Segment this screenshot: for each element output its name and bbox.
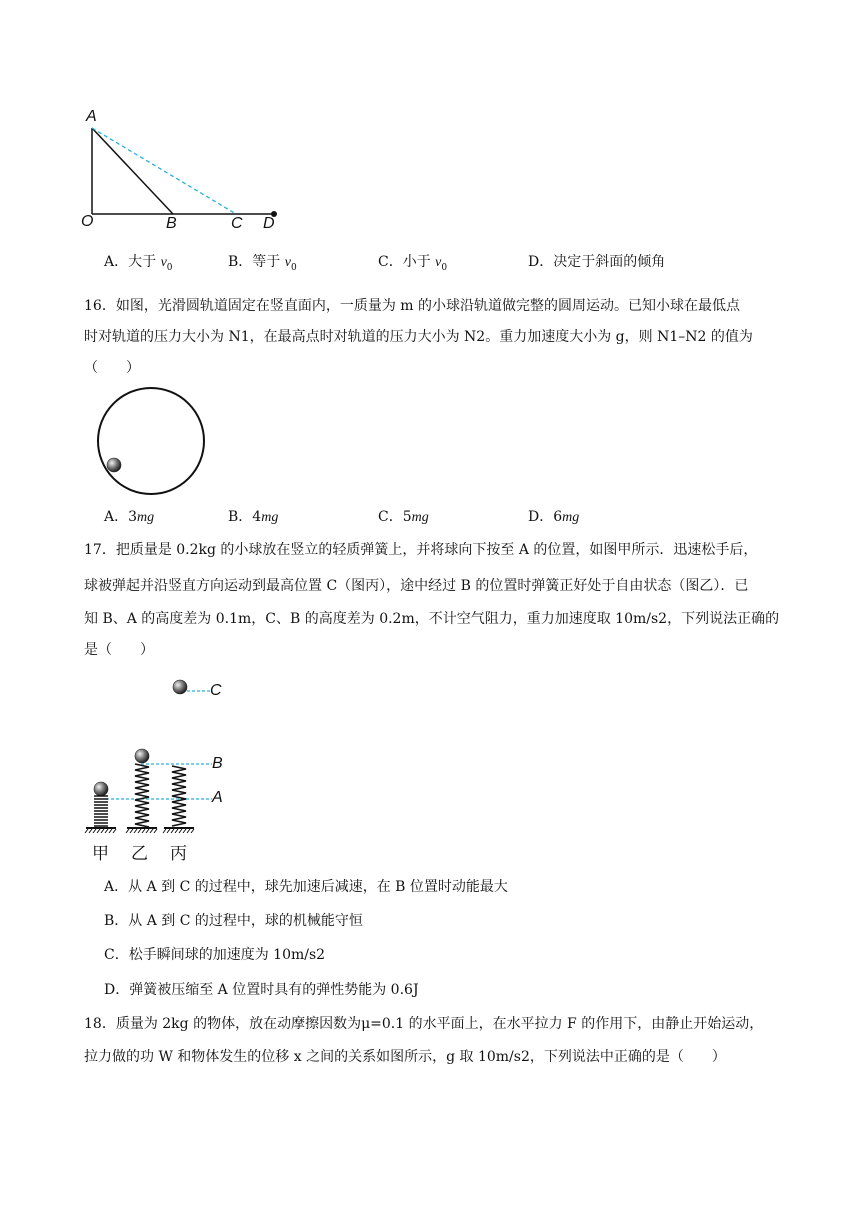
q18-line-1: 18．质量为 2kg 的物体，放在动摩擦因数为μ=0.1 的水平面上，在水平拉力 F 的作用下，由静止开始运动， bbox=[84, 1016, 764, 1032]
q17-option-a: A．从 A 到 C 的过程中，球先加速后减速，在 B 位置时动能最大 bbox=[104, 879, 508, 895]
q17-line-2: 球被弹起并沿竖直方向运动到最高位置 C（图丙），途中经过 B 的位置时弹簧正好处于自由状态（图乙）．已 bbox=[84, 578, 749, 594]
label-A: A bbox=[86, 108, 97, 125]
fig17-label-B: B bbox=[212, 755, 223, 772]
q15-option-c: C．小于 $v_0$ bbox=[378, 254, 448, 273]
q15-option-d: D．决定于斜面的倾角 bbox=[528, 254, 666, 270]
fig17-label-yi: 乙 bbox=[131, 844, 148, 864]
fig17-label-C: C bbox=[210, 682, 222, 699]
label-B: B bbox=[166, 215, 177, 232]
fig17-label-jia: 甲 bbox=[92, 844, 109, 864]
label-D: D bbox=[263, 215, 275, 232]
ball-at-C bbox=[173, 680, 187, 694]
label-O: O bbox=[81, 213, 94, 230]
q17-line-1: 17．把质量是 0.2kg 的小球放在竖立的轻质弹簧上，并将球向下按至 A 的位置，如图甲所示．迅速松手后， bbox=[84, 542, 758, 558]
circular-track bbox=[98, 388, 204, 494]
q16-line-1: 16．如图，光滑圆轨道固定在竖直面内，一质量为 m 的小球沿轨道做完整的圆周运动。已知小球在最低点 bbox=[84, 298, 740, 314]
spring-jia bbox=[85, 782, 116, 833]
q16-option-b: B．4mg bbox=[228, 509, 279, 525]
q15-option-a: A．大于 $v_0$ bbox=[104, 254, 173, 273]
q16-option-a: A．3mg bbox=[104, 509, 155, 525]
q16-line-2: 时对轨道的压力大小为 N1，在最高点时对轨道的压力大小为 N2。重力加速度大小为 g，则 N1–N2 的值为 bbox=[84, 329, 753, 345]
circular-track-figure bbox=[92, 384, 212, 500]
incline-AB bbox=[92, 128, 173, 214]
ball-jia bbox=[94, 782, 108, 796]
q17-line-3: 知 B、A 的高度差为 0.1m，C、B 的高度差为 0.2m，不计空气阻力，重力加速度取 10m/s2，下列说法正确的 bbox=[84, 611, 780, 627]
ball bbox=[107, 458, 121, 472]
fig17-label-bing: 丙 bbox=[170, 844, 187, 864]
q17-option-d: D．弹簧被压缩至 A 位置时具有的弹性势能为 0.6J bbox=[104, 982, 419, 998]
fig17-label-A: A bbox=[212, 789, 223, 806]
q16-line-3: （ ） bbox=[84, 360, 140, 376]
incline-figure bbox=[78, 105, 288, 235]
spring-yi bbox=[126, 749, 157, 833]
q18-line-2: 拉力做的功 W 和物体发生的位移 x 之间的关系如图所示，g 取 10m/s2，下列说法中正确的是（ ） bbox=[84, 1049, 726, 1065]
q16-option-d: D．6mg bbox=[528, 509, 580, 525]
dashed-incline-AC bbox=[92, 128, 236, 214]
q17-line-4: 是（ ） bbox=[84, 642, 154, 658]
q15-option-b: B．等于 $v_0$ bbox=[228, 254, 297, 273]
q17-option-c: C．松手瞬间球的加速度为 10m/s2 bbox=[104, 947, 326, 963]
ball-yi bbox=[135, 749, 149, 763]
q16-option-c: C．5mg bbox=[378, 509, 429, 525]
label-C: C bbox=[231, 215, 243, 232]
q17-option-b: B．从 A 到 C 的过程中，球的机械能守恒 bbox=[104, 913, 363, 929]
